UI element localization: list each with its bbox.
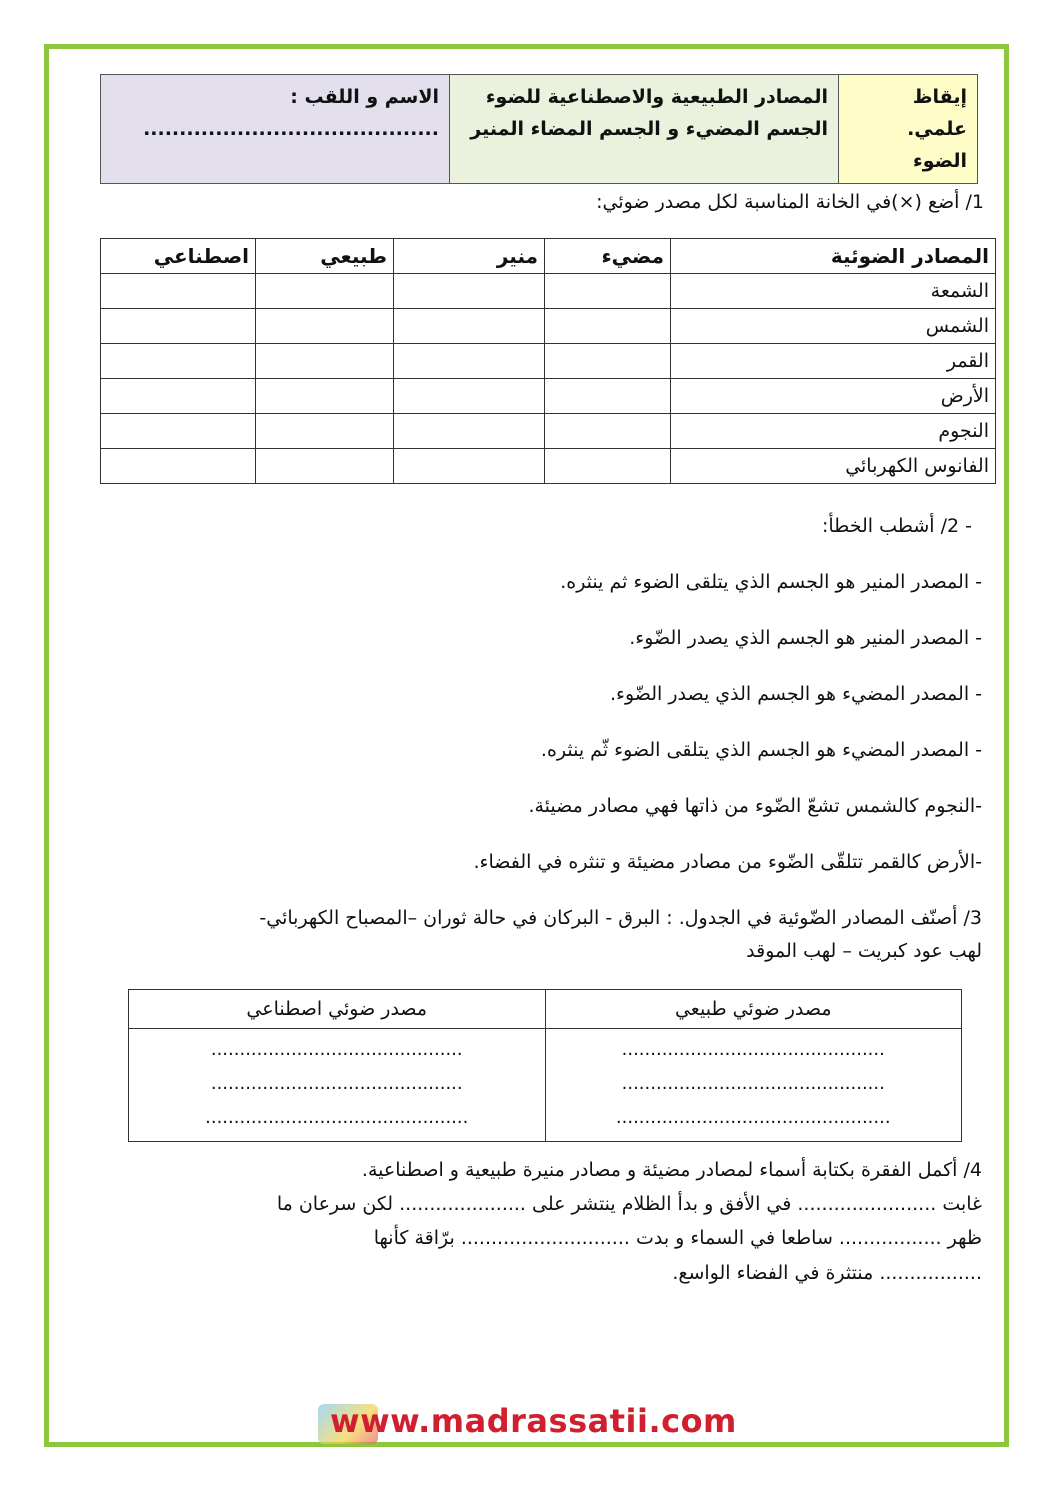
subject-label: إيقاظ علمي. — [907, 86, 967, 140]
answer-line[interactable]: .............................................. — [621, 1073, 885, 1094]
table-row — [101, 414, 996, 449]
answer-cell[interactable] — [394, 274, 545, 309]
col-artificial-source: مصدر ضوئي اصطناعي — [129, 990, 546, 1029]
answer-cell[interactable] — [256, 414, 394, 449]
answer-cell[interactable] — [256, 344, 394, 379]
name-field[interactable]: ......................................... — [143, 118, 439, 140]
answer-cell[interactable] — [394, 344, 545, 379]
answer-line[interactable]: ................................................ — [615, 1107, 891, 1128]
table-row — [129, 1029, 962, 1142]
answer-cell[interactable] — [394, 309, 545, 344]
col-sources: المصادر الضوئية — [671, 239, 996, 274]
q1-table — [100, 238, 996, 484]
answer-cell[interactable] — [394, 414, 545, 449]
col-natural-source: مصدر ضوئي طبيعي — [545, 990, 962, 1029]
lesson-cell — [450, 75, 839, 184]
q2-statement-3[interactable]: - المصدر المضيء هو الجسم الذي يصدر الضّوء. — [609, 683, 982, 705]
unit-label: الضوء — [913, 150, 967, 172]
row-label: القمر — [671, 344, 996, 379]
subject-cell — [839, 75, 978, 184]
answer-cell[interactable] — [545, 414, 671, 449]
answer-cell[interactable] — [256, 274, 394, 309]
q2-statement-5[interactable]: -النجوم كالشمس تشعّ الضّوء من ذاتها فهي مصادر مضيئة. — [528, 795, 982, 817]
answer-cell[interactable] — [545, 274, 671, 309]
q1-header-row — [101, 239, 996, 274]
q4-line-3[interactable]: ................. منتثرة في الفضاء الواسع. — [672, 1262, 982, 1284]
answer-cell[interactable] — [545, 449, 671, 484]
table-row — [101, 344, 996, 379]
q2-title: - 2/ أشطب الخطأ: — [821, 515, 972, 537]
q2-statement-6[interactable]: -الأرض كالقمر تتلقّى الضّوء من مصادر مضيئة و تنثره في الفضاء. — [473, 851, 982, 873]
table-row — [101, 309, 996, 344]
row-label: الشمعة — [671, 274, 996, 309]
name-cell[interactable] — [101, 75, 450, 184]
header-table — [100, 74, 978, 184]
answer-line[interactable]: ............................................ — [210, 1039, 463, 1060]
answer-cell[interactable] — [256, 379, 394, 414]
q1-title: 1/ أضع (×)في الخانة المناسبة لكل مصدر ضوئي: — [596, 191, 984, 213]
site-url[interactable]: www.madrassatii.com — [330, 1402, 737, 1440]
artificial-answers[interactable] — [129, 1029, 546, 1142]
answer-cell[interactable] — [256, 449, 394, 484]
q2-statement-1[interactable]: - المصدر المنير هو الجسم الذي يتلقى الضوء ثم ينثره. — [560, 571, 982, 593]
table-row — [101, 274, 996, 309]
answer-cell[interactable] — [545, 344, 671, 379]
answer-cell[interactable] — [101, 449, 256, 484]
table-row — [101, 379, 996, 414]
q4-title: 4/ أكمل الفقرة بكتابة أسماء لمصادر مضيئة و مصادر منيرة طبيعية و اصطناعية. — [361, 1159, 982, 1181]
natural-answers[interactable] — [545, 1029, 962, 1142]
q3-title-line2: لهب عود كبريت – لهب الموقد — [746, 940, 982, 962]
col-natural: طبيعي — [256, 239, 394, 274]
row-label: الفانوس الكهربائي — [671, 449, 996, 484]
q2-statement-4[interactable]: - المصدر المضيء هو الجسم الذي يتلقى الضوء ثّم ينثره. — [540, 739, 982, 761]
answer-cell[interactable] — [101, 344, 256, 379]
row-label: الأرض — [671, 379, 996, 414]
q4-line-2[interactable]: ظهر ................. ساطعا في السماء و بدت ............................ برّاقة كأنها — [373, 1227, 982, 1249]
answer-line[interactable]: ............................................ — [210, 1073, 463, 1094]
col-lit: منير — [394, 239, 545, 274]
answer-cell[interactable] — [545, 309, 671, 344]
q3-header-row — [129, 990, 962, 1029]
row-label: النجوم — [671, 414, 996, 449]
answer-cell[interactable] — [101, 379, 256, 414]
answer-cell[interactable] — [256, 309, 394, 344]
footer-logo — [318, 1402, 737, 1444]
name-label: الاسم و اللقب : — [290, 86, 439, 108]
q4-line-1[interactable]: غابت ....................... في الأفق و بدأ الظلام ينتشر على ..................... لكن سرعان ما — [276, 1193, 982, 1215]
answer-cell[interactable] — [545, 379, 671, 414]
answer-line[interactable]: .............................................. — [621, 1039, 885, 1060]
q3-title-line1: 3/ أصنّف المصادر الضّوئية في الجدول. : البرق - البركان في حالة ثوران –المصباح الكهربائي- — [259, 907, 982, 929]
answer-cell[interactable] — [394, 379, 545, 414]
q3-table — [128, 989, 962, 1142]
lesson-title-1: المصادر الطبيعية والاصطناعية للضوء — [485, 86, 828, 108]
answer-cell[interactable] — [101, 414, 256, 449]
row-label: الشمس — [671, 309, 996, 344]
q2-statement-2[interactable]: - المصدر المنير هو الجسم الذي يصدر الضّوء. — [629, 627, 982, 649]
answer-cell[interactable] — [101, 309, 256, 344]
col-artificial: اصطناعي — [101, 239, 256, 274]
lesson-title-2: الجسم المضيء و الجسم المضاء المنير — [470, 118, 828, 140]
answer-cell[interactable] — [394, 449, 545, 484]
answer-cell[interactable] — [101, 274, 256, 309]
table-row — [101, 449, 996, 484]
col-luminous: مضيء — [545, 239, 671, 274]
answer-line[interactable]: .............................................. — [205, 1107, 469, 1128]
